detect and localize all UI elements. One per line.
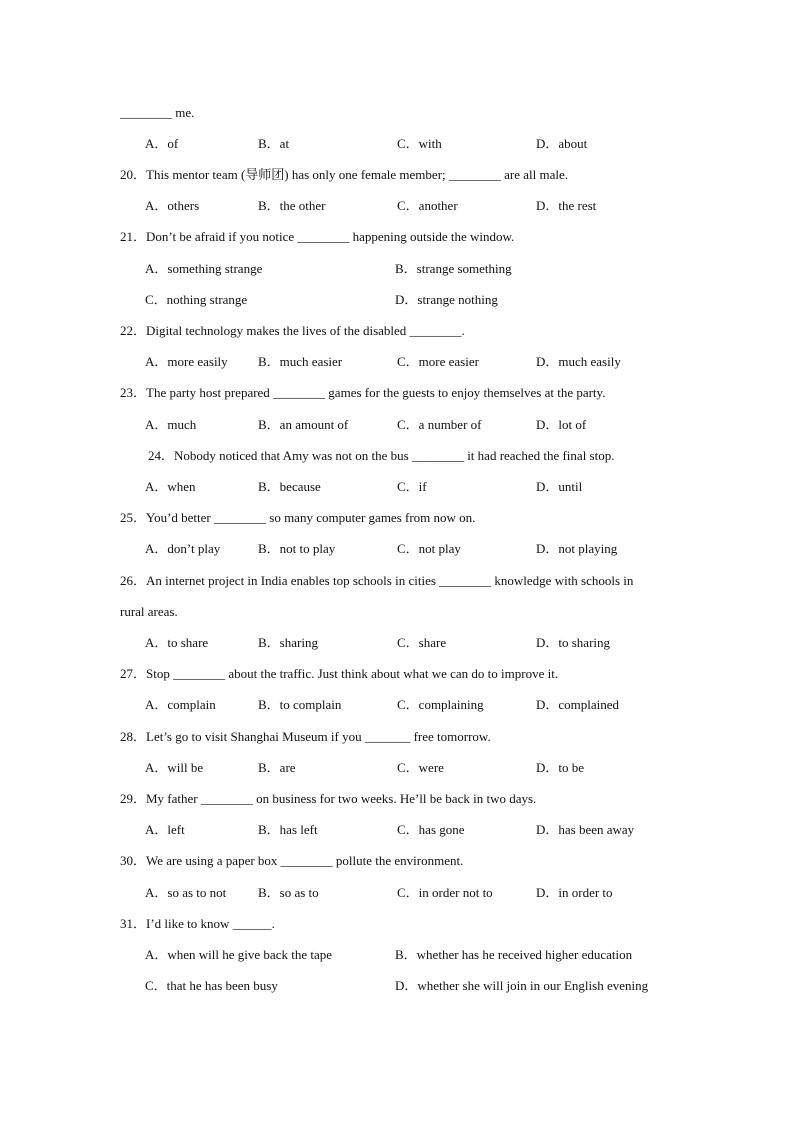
question-19-options bbox=[145, 134, 704, 154]
question-29-options bbox=[145, 820, 704, 840]
option-d[interactable]: D．not playing bbox=[536, 541, 618, 556]
option-a[interactable]: A．when will he give back the tape bbox=[145, 947, 332, 962]
question-25-stem: 25．You’d better ________ so many computer games from now on. bbox=[120, 510, 476, 525]
option-d[interactable]: D．complained bbox=[536, 697, 620, 712]
question-20-options bbox=[145, 196, 704, 216]
option-d[interactable]: D．to be bbox=[536, 760, 585, 775]
option-c[interactable]: C．has gone bbox=[397, 822, 465, 837]
option-d[interactable]: D．until bbox=[536, 479, 583, 494]
option-d[interactable]: D．whether she will join in our English evening bbox=[395, 978, 649, 993]
question-26-options bbox=[145, 633, 704, 653]
option-b[interactable]: B．much easier bbox=[258, 354, 343, 369]
option-c[interactable]: C．that he has been busy bbox=[145, 978, 278, 993]
option-b[interactable]: B．are bbox=[258, 760, 296, 775]
question-25-options bbox=[145, 539, 704, 559]
option-a[interactable]: A．much bbox=[145, 417, 197, 432]
option-a[interactable]: A．others bbox=[145, 198, 200, 213]
option-b[interactable]: B．whether has he received higher education bbox=[395, 947, 633, 962]
question-22-stem: 22．Digital technology makes the lives of the disabled ________. bbox=[120, 323, 465, 338]
option-c[interactable]: C．if bbox=[397, 479, 427, 494]
question-28-stem: 28．Let’s go to visit Shanghai Museum if you _______ free tomorrow. bbox=[120, 729, 491, 744]
option-d[interactable]: D．lot of bbox=[536, 417, 587, 432]
option-b[interactable]: B．so as to bbox=[258, 885, 319, 900]
option-c[interactable]: C．not play bbox=[397, 541, 461, 556]
option-b[interactable]: B．has left bbox=[258, 822, 318, 837]
option-d[interactable]: D．the rest bbox=[536, 198, 597, 213]
question-31-stem: 31．I’d like to know ______. bbox=[120, 916, 275, 931]
question-26-stem-line2: rural areas. bbox=[120, 604, 178, 619]
option-c[interactable]: C．complaining bbox=[397, 697, 484, 712]
question-24-options bbox=[145, 477, 704, 497]
option-c[interactable]: C．a number of bbox=[397, 417, 482, 432]
question-28-options bbox=[145, 758, 704, 778]
option-b[interactable]: B．at bbox=[258, 136, 290, 151]
question-31-options-row2 bbox=[145, 976, 704, 996]
option-c[interactable]: C．nothing strange bbox=[145, 292, 248, 307]
option-b[interactable]: B．sharing bbox=[258, 635, 318, 650]
option-a[interactable]: A．when bbox=[145, 479, 196, 494]
option-a[interactable]: A．complain bbox=[145, 697, 216, 712]
question-24-stem: 24．Nobody noticed that Amy was not on the bus ________ it had reached the final stop. bbox=[148, 448, 615, 463]
option-c[interactable]: C．another bbox=[397, 198, 458, 213]
option-d[interactable]: D．much easily bbox=[536, 354, 621, 369]
option-a[interactable]: A．something strange bbox=[145, 261, 263, 276]
question-30-options bbox=[145, 883, 704, 903]
option-c[interactable]: C．more easier bbox=[397, 354, 479, 369]
option-d[interactable]: D．in order to bbox=[536, 885, 613, 900]
question-23-options bbox=[145, 415, 704, 435]
option-d[interactable]: D．about bbox=[536, 136, 588, 151]
option-d[interactable]: D．to sharing bbox=[536, 635, 611, 650]
option-d[interactable]: D．has been away bbox=[536, 822, 635, 837]
option-a[interactable]: A．will be bbox=[145, 760, 204, 775]
question-21-options-row2 bbox=[145, 290, 704, 310]
option-b[interactable]: B．strange something bbox=[395, 261, 512, 276]
option-a[interactable]: A．more easily bbox=[145, 354, 228, 369]
option-b[interactable]: B．the other bbox=[258, 198, 326, 213]
question-19-stem-end: ________ me. bbox=[120, 105, 195, 120]
option-c[interactable]: C．in order not to bbox=[397, 885, 493, 900]
option-b[interactable]: B．because bbox=[258, 479, 321, 494]
question-30-stem: 30．We are using a paper box ________ pollute the environment. bbox=[120, 853, 464, 868]
option-c[interactable]: C．were bbox=[397, 760, 444, 775]
question-21-stem: 21．Don’t be afraid if you notice ________ happening outside the window. bbox=[120, 229, 515, 244]
option-a[interactable]: A．of bbox=[145, 136, 179, 151]
question-20-stem: 20．This mentor team (导师团) has only one female member; ________ are all male. bbox=[120, 167, 569, 182]
option-a[interactable]: A．don’t play bbox=[145, 541, 221, 556]
question-31-options-row1 bbox=[145, 945, 704, 965]
option-b[interactable]: B．an amount of bbox=[258, 417, 349, 432]
option-c[interactable]: C．with bbox=[397, 136, 442, 151]
question-27-options bbox=[145, 695, 704, 715]
option-a[interactable]: A．so as to not bbox=[145, 885, 227, 900]
option-c[interactable]: C．share bbox=[397, 635, 447, 650]
option-a[interactable]: A．left bbox=[145, 822, 185, 837]
question-29-stem: 29．My father ________ on business for two weeks. He’ll be back in two days. bbox=[120, 791, 537, 806]
option-d[interactable]: D．strange nothing bbox=[395, 292, 498, 307]
question-26-stem-line1: 26．An internet project in India enables top schools in cities ________ knowledge with schools in bbox=[120, 573, 634, 588]
question-22-options bbox=[145, 352, 704, 372]
question-27-stem: 27．Stop ________ about the traffic. Just think about what we can do to improve it. bbox=[120, 666, 559, 681]
question-23-stem: 23．The party host prepared ________ games for the guests to enjoy themselves at the party. bbox=[120, 385, 606, 400]
option-a[interactable]: A．to share bbox=[145, 635, 209, 650]
option-b[interactable]: B．not to play bbox=[258, 541, 336, 556]
question-21-options-row1 bbox=[145, 259, 704, 279]
option-b[interactable]: B．to complain bbox=[258, 697, 342, 712]
